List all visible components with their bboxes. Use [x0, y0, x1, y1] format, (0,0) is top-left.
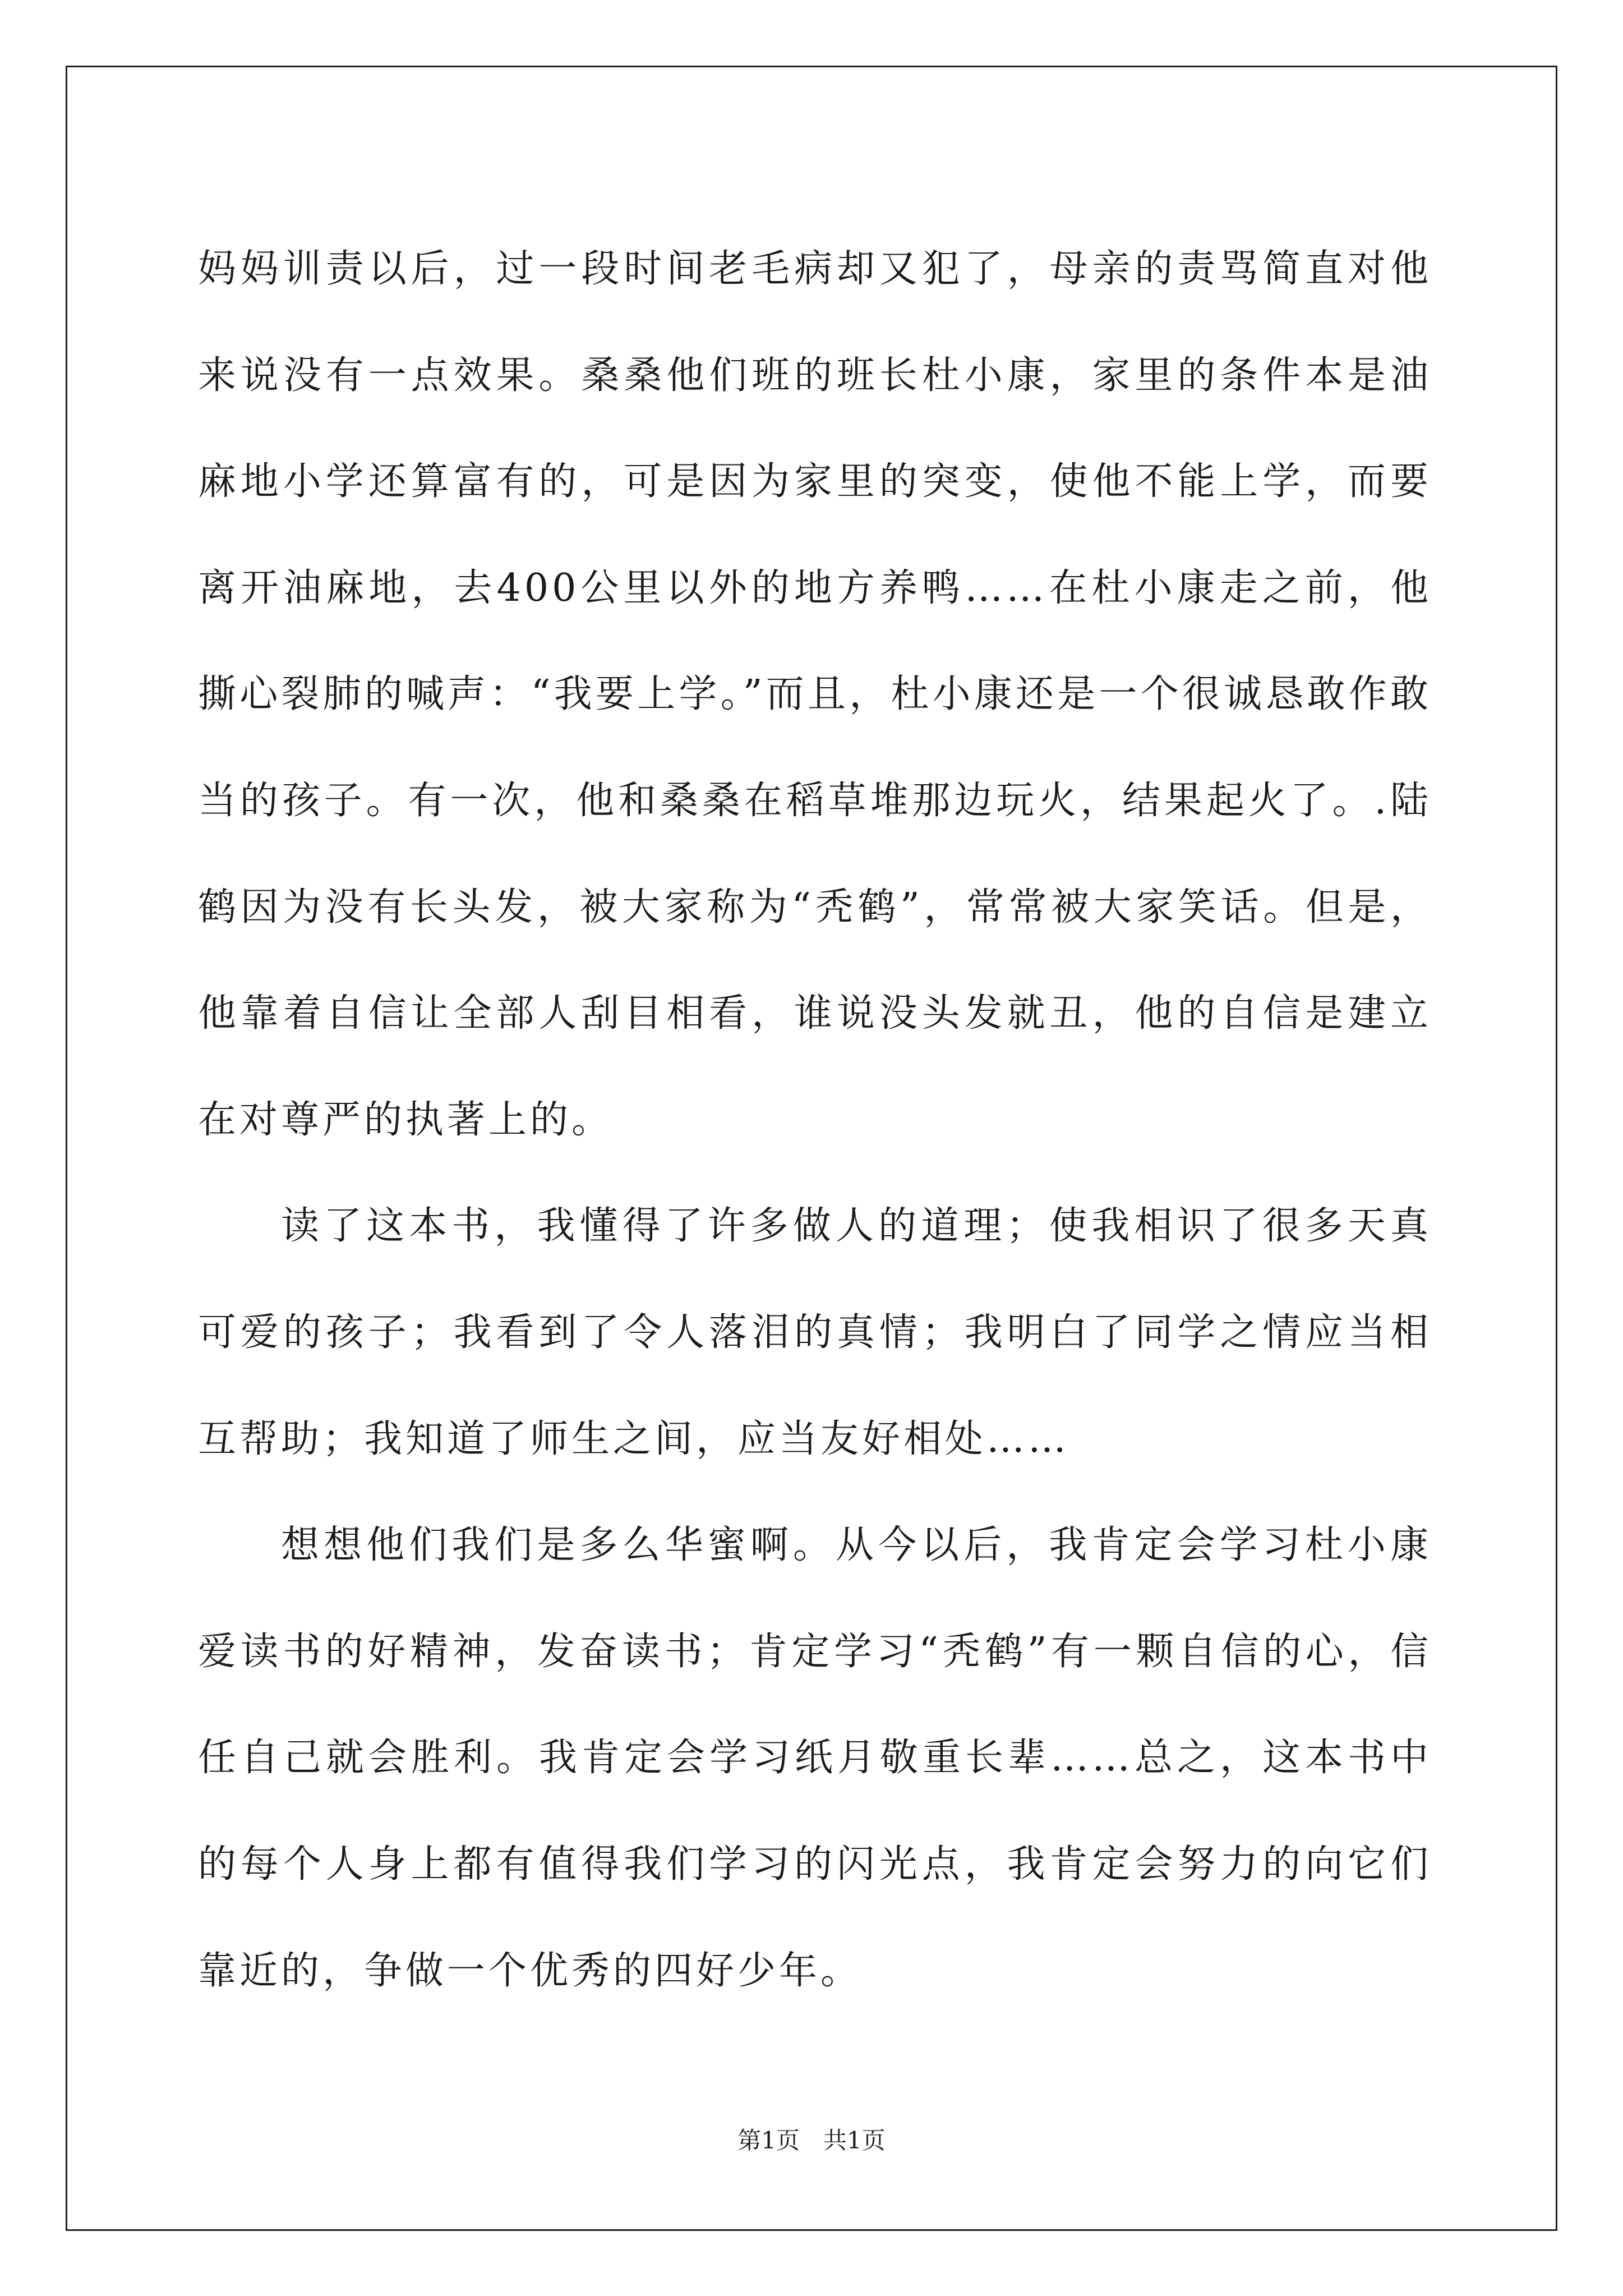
- page-number-footer: 第1页 共1页: [737, 2127, 886, 2154]
- paragraph-continued: 妈妈训责以后，过一段时间老毛病却又犯了，母亲的责骂简直对他来说没有一点效果。桑桑他们班的班长杜小康，家里的条件本是油麻地小学还算富有的，可是因为家里的突变，使他不能上学，而要离开油麻地，去400公里以外的地方养鸭……在杜小康走之前，他撕心裂肺的喊声：“我要上学。”而且，杜小康还是一个很诚恳敢作敢当的孩子。有一次，他和桑桑在稻草堆那边玩火，结果起火了。.陆鹤因为没有长头发，被大家称为“秃鹤”，常常被大家笑话。但是，他靠着自信让全部人刮目相看，谁说没头发就丑，他的自信是建立在对尊严的执著上的。: [198, 247, 1432, 1142]
- paragraph-reflection: 读了这本书，我懂得了许多做人的道理；使我相识了很多天真可爱的孩子；我看到了令人落泪的真情；我明白了同学之情应当相互帮助；我知道了师生之间，应当友好相处……: [198, 1204, 1432, 1461]
- document-body: [198, 216, 1432, 2024]
- paragraph-conclusion: 想想他们我们是多么华蜜啊。从今以后，我肯定会学习杜小康爱读书的好精神，发奋读书；肯定学习“秃鹤”有一颗自信的心，信任自己就会胜利。我肯定会学习纸月敬重长辈……总之，这本书中的每个人身上都有值得我们学习的闪光点，我肯定会努力的向它们靠近的，争做一个优秀的四好少年。: [198, 1523, 1432, 1993]
